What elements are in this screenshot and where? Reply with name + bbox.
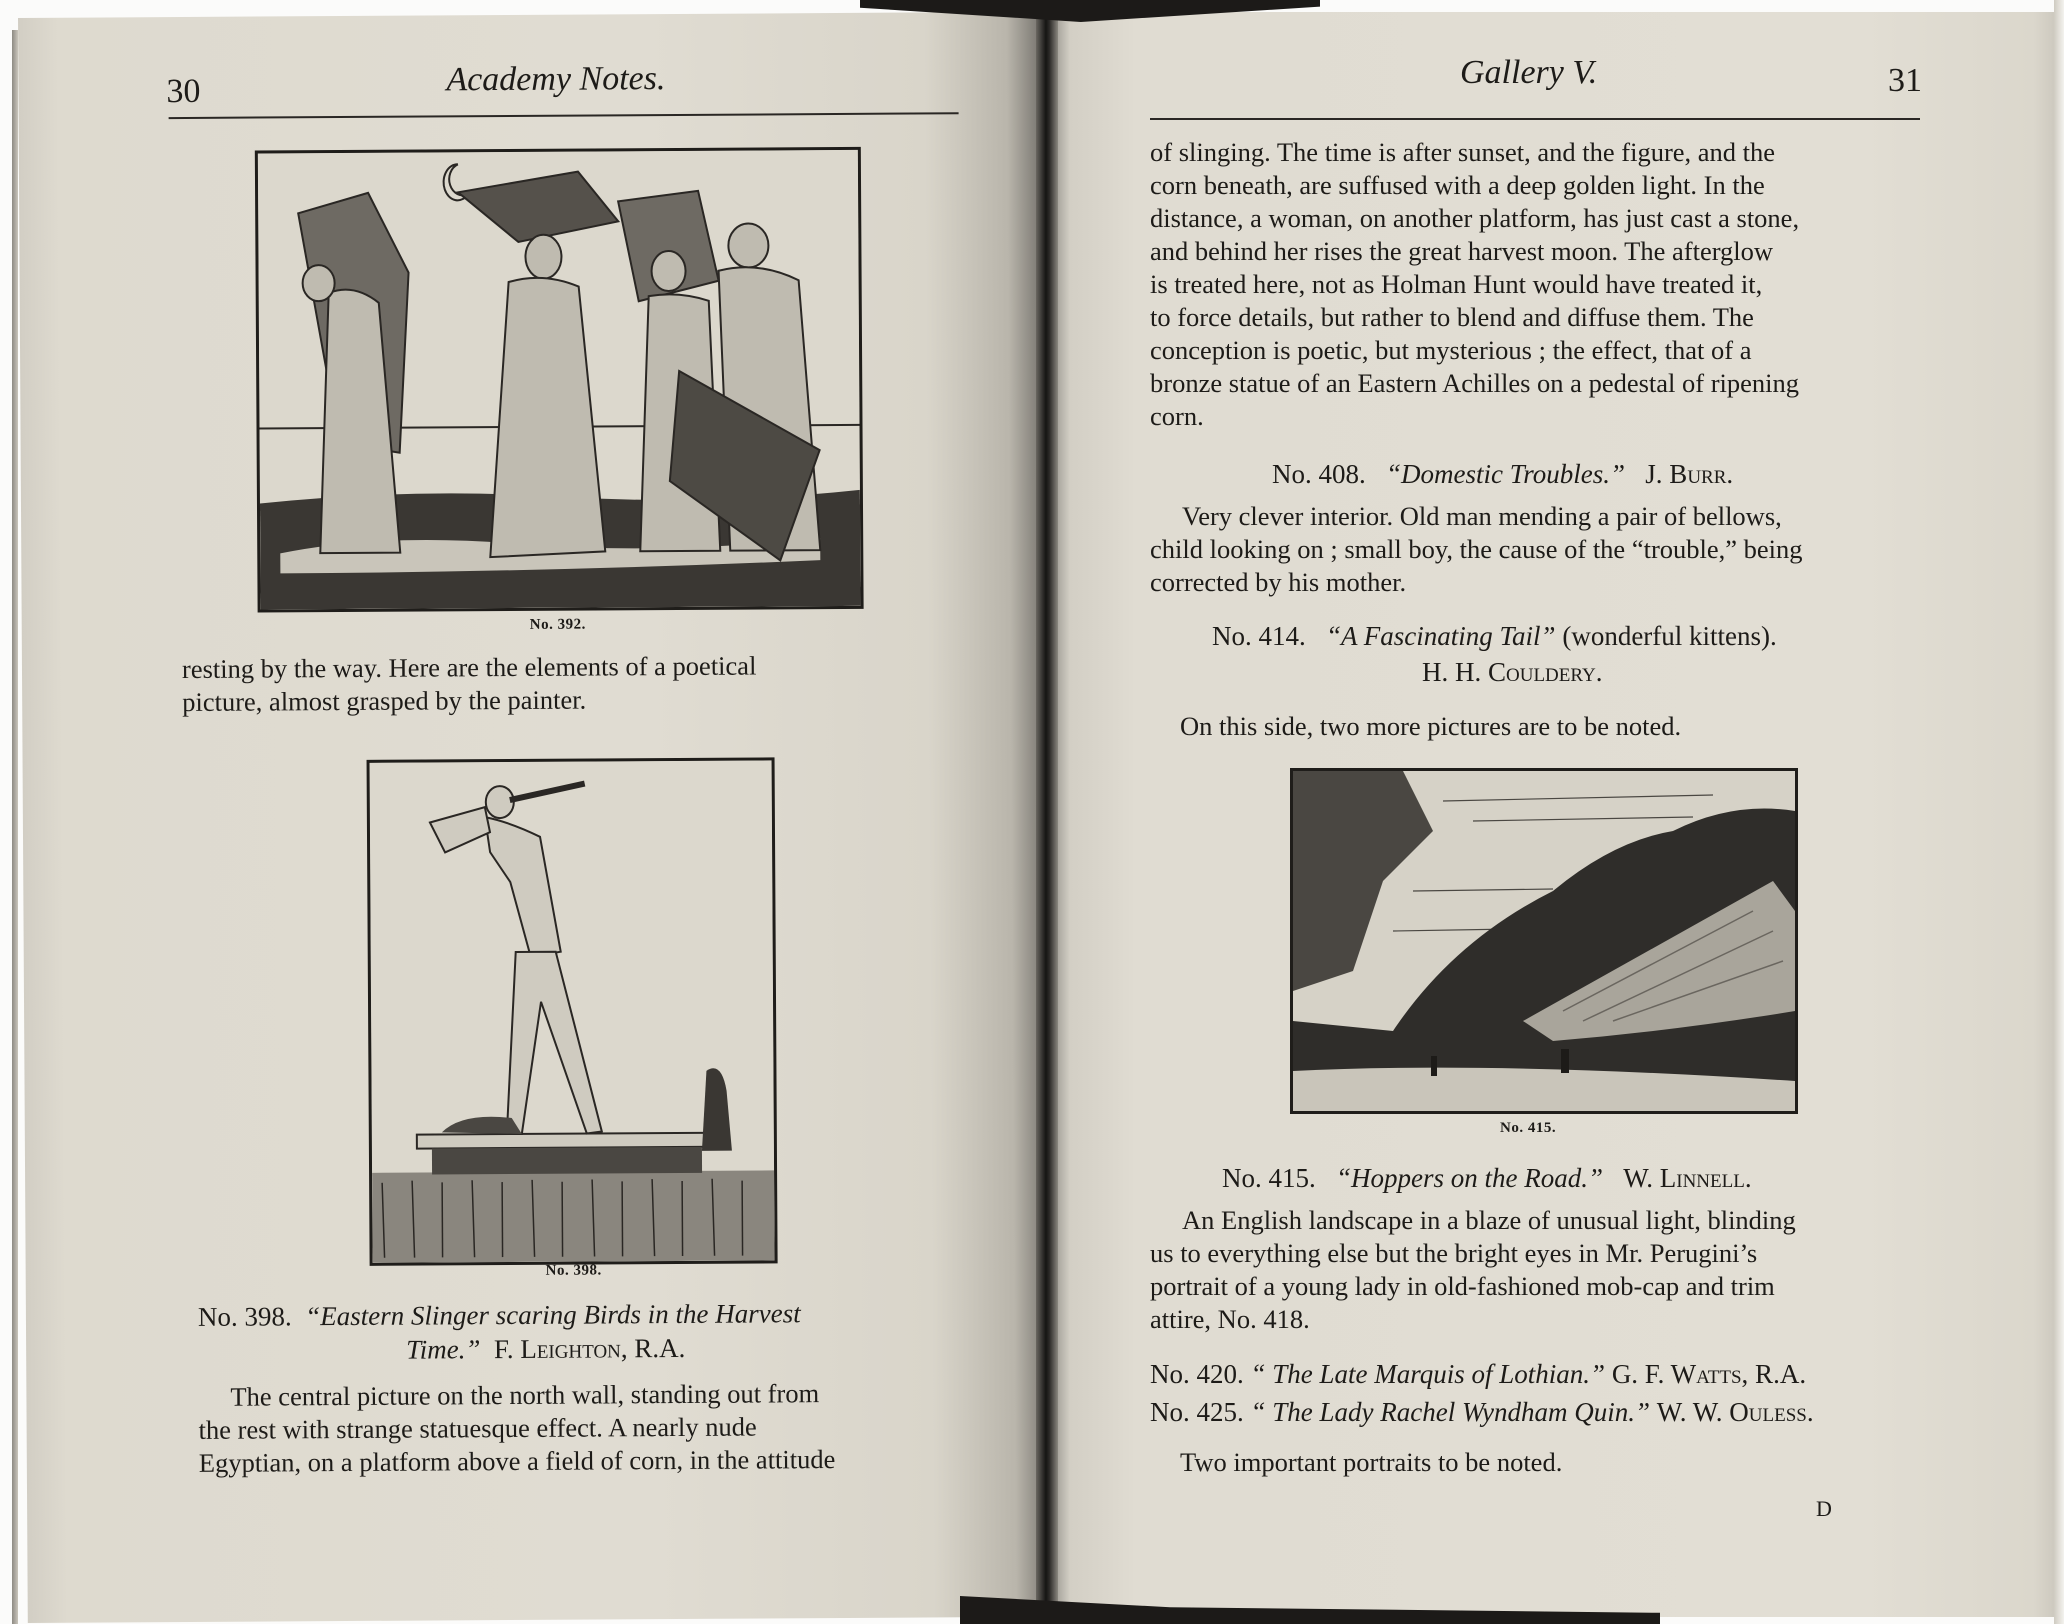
running-head: Gallery V.	[1460, 54, 1598, 91]
entry-number: No. 415.	[1222, 1163, 1316, 1193]
text-line: bronze statue of an Eastern Achilles on a pedestal of ripening	[1150, 368, 1800, 398]
left-page	[18, 12, 1058, 1623]
paragraph	[1180, 1446, 1920, 1479]
entry-title: “A Fascinating Tail”	[1326, 621, 1556, 651]
paragraph	[1150, 1204, 1920, 1336]
text-line: the rest with strange statuesque effect. A nearly nude	[198, 1411, 757, 1445]
catalogue-entry-415	[1222, 1162, 1752, 1195]
entry-title: “ The Lady Rachel Wyndham Quin.”	[1250, 1397, 1650, 1427]
catalogue-entry-408	[1272, 458, 1733, 491]
plate-caption: No. 392.	[529, 616, 586, 633]
header-rule	[1150, 118, 1920, 120]
running-head: Academy Notes.	[446, 60, 666, 99]
entry-note: (wonderful kittens).	[1562, 621, 1777, 651]
eastern-slinger-illustration	[370, 760, 775, 1262]
text-line: conception is poetic, but mysterious ; the effect, that of a	[1150, 335, 1752, 365]
text-line: Two important portraits to be noted.	[1180, 1447, 1563, 1477]
page-number: 31	[1888, 62, 1922, 99]
header-rule	[169, 112, 959, 119]
text-line: Very clever interior. Old man mending a pair of bellows,	[1182, 501, 1782, 531]
entry-artist: J. Burr.	[1645, 459, 1734, 489]
text-line: corrected by his mother.	[1150, 567, 1407, 597]
text-line: An English landscape in a blaze of unusual light, blinding	[1182, 1205, 1796, 1235]
page-number: 30	[166, 72, 201, 111]
entry-number: No. 425.	[1150, 1397, 1244, 1427]
paragraph	[1150, 500, 1920, 599]
entry-number: No. 420.	[1150, 1359, 1244, 1389]
catalogue-entry-414	[1212, 620, 1777, 653]
catalogue-entry-398-cont	[406, 1332, 685, 1367]
entry-number: No. 408.	[1272, 459, 1366, 489]
entry-number: No. 398.	[197, 1301, 292, 1332]
text-line: is treated here, not as Holman Hunt would have treated it,	[1150, 269, 1763, 299]
harvest-women-illustration	[258, 150, 861, 610]
catalogue-entry-414-artist	[1422, 656, 1602, 689]
entry-title: “Hoppers on the Road.”	[1336, 1163, 1604, 1193]
text-line: portrait of a young lady in old-fashioned mob-cap and trim	[1150, 1271, 1775, 1301]
text-line: child looking on ; small boy, the cause of the “trouble,” being	[1150, 534, 1803, 564]
catalogue-entry-398	[198, 1297, 801, 1334]
hoppers-landscape-illustration	[1293, 771, 1795, 1111]
plate-415	[1290, 768, 1798, 1114]
plate-392	[255, 147, 864, 613]
text-line: to force details, but rather to blend and diffuse them. The	[1150, 302, 1754, 332]
entry-artist: W. W. Ouless.	[1656, 1397, 1814, 1427]
text-line: The central picture on the north wall, standing out from	[230, 1378, 820, 1412]
left-page-edge	[12, 30, 18, 1624]
entry-title: Time.”	[406, 1334, 481, 1365]
plate-398	[367, 757, 778, 1265]
text-line: of slinging. The time is after sunset, and the figure, and the	[1150, 137, 1776, 167]
entry-title: “Domestic Troubles.”	[1386, 459, 1626, 489]
text-line: On this side, two more pictures are to be noted.	[1180, 711, 1682, 741]
entry-artist: G. F. Watts, R.A.	[1611, 1359, 1807, 1389]
entry-title: “Eastern Slinger scaring Birds in the Harvest	[305, 1298, 801, 1332]
text-line: picture, almost grasped by the painter.	[182, 684, 587, 718]
right-page	[1046, 12, 2064, 1617]
text-line: distance, a woman, on another platform, has just cast a stone,	[1150, 203, 1800, 233]
entry-number: No. 414.	[1212, 621, 1306, 651]
catalogue-entry-425	[1150, 1396, 1814, 1429]
text-line: corn beneath, are suffused with a deep golden light. In the	[1150, 170, 1765, 200]
paragraph	[182, 648, 964, 719]
text-line: Egyptian, on a platform above a field of corn, in the attitude	[198, 1444, 836, 1478]
entry-artist: W. Linnell.	[1623, 1163, 1752, 1193]
book-spine	[1036, 0, 1058, 1624]
right-page-edge	[2054, 0, 2064, 1624]
text-line: attire, No. 418.	[1150, 1304, 1310, 1334]
paragraph	[1180, 710, 1920, 743]
catalogue-entry-420	[1150, 1358, 1806, 1391]
text-line: and behind her rises the great harvest moon. The afterglow	[1150, 236, 1774, 266]
entry-artist: H. H. Couldery.	[1422, 657, 1603, 687]
text-line: us to everything else but the bright eyes in Mr. Perugini’s	[1150, 1238, 1758, 1268]
paragraph	[198, 1376, 979, 1480]
entry-title: “ The Late Marquis of Lothian.”	[1250, 1359, 1606, 1389]
entry-artist: F. Leighton, R.A.	[493, 1332, 686, 1365]
plate-caption: No. 415.	[1500, 1120, 1557, 1136]
signature-mark: D	[1816, 1496, 1832, 1521]
plate-caption: No. 398.	[545, 1262, 602, 1279]
paragraph	[1150, 136, 1920, 433]
text-line: resting by the way. Here are the elements of a poetical	[181, 650, 757, 685]
text-line: corn.	[1150, 401, 1204, 431]
